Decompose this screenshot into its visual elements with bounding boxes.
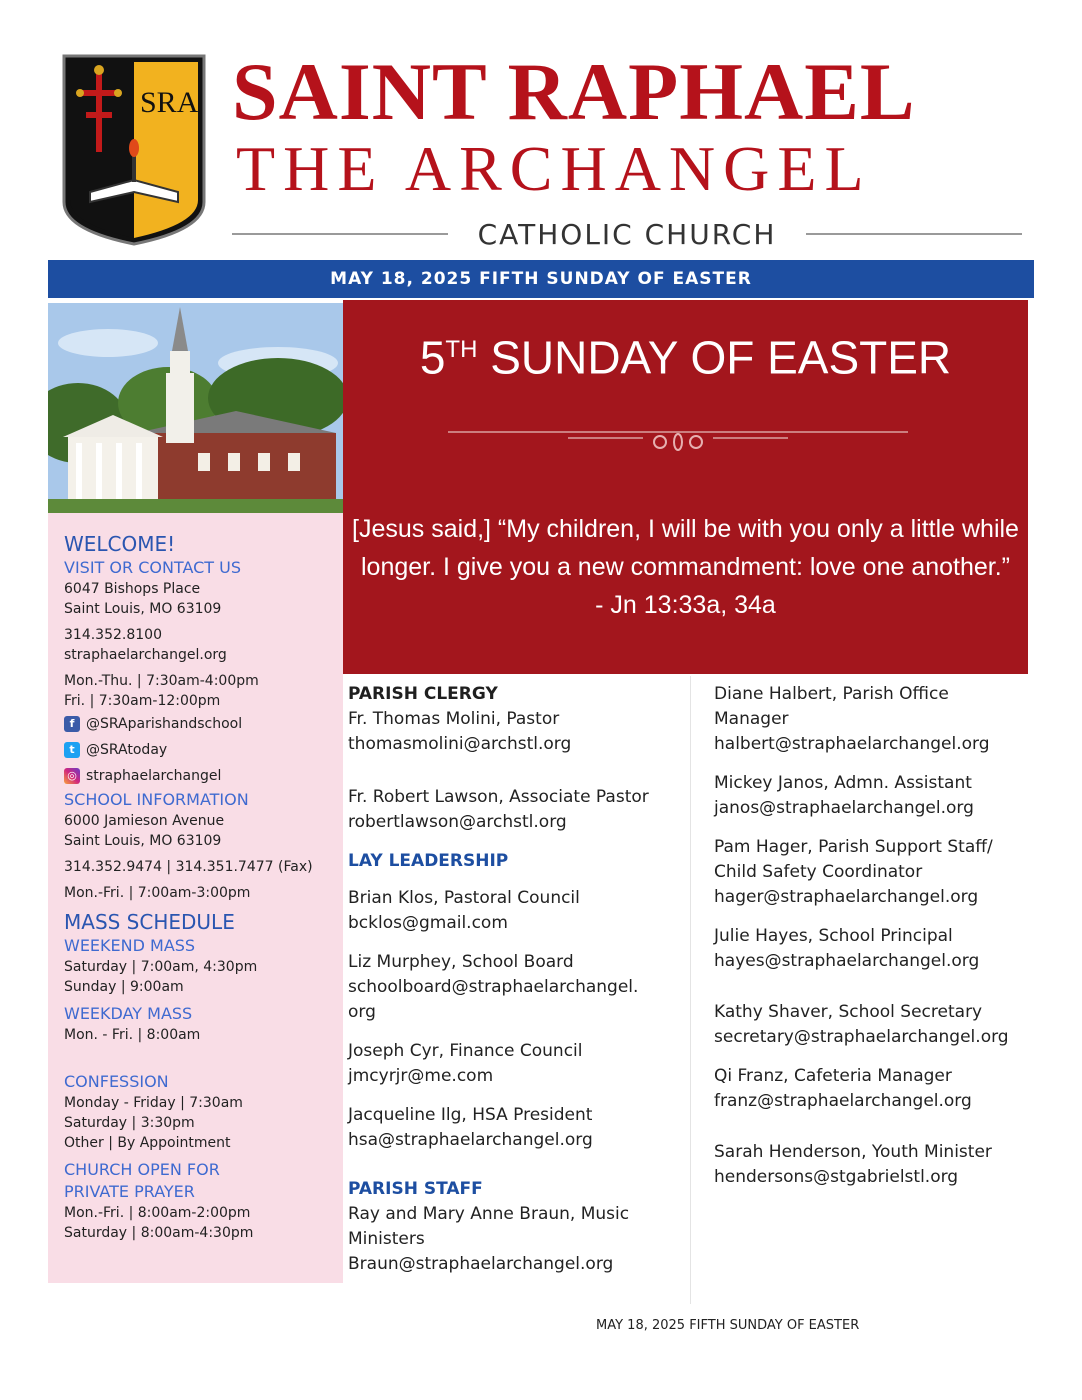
- directory-column-1: [348, 682, 683, 1277]
- weekend-mass-1: Saturday | 7:00am, 4:30pm: [64, 959, 258, 975]
- lay-email[interactable]: schoolboard@straphaelarchangel.: [348, 977, 639, 997]
- weekend-mass-2: Sunday | 9:00am: [64, 979, 184, 995]
- subtitle: CATHOLIC CHURCH: [477, 217, 777, 251]
- instagram-link[interactable]: [64, 763, 334, 789]
- subtitle-row: [232, 214, 1022, 254]
- staff-name: Kathy Shaver, School Secretary: [714, 1002, 983, 1022]
- lay-email[interactable]: hsa@straphaelarchangel.org: [348, 1130, 593, 1150]
- staff-name: Mickey Janos, Admn. Assistant: [714, 773, 972, 793]
- ornament-divider: [448, 418, 908, 458]
- church-photo: [48, 303, 343, 513]
- parish-crest-logo: [60, 52, 208, 248]
- clergy-email[interactable]: thomasmolini@archstl.org: [348, 734, 572, 754]
- school-address-line1: 6000 Jamieson Avenue: [64, 813, 225, 829]
- lay-name: Liz Murphey, School Board: [348, 952, 574, 972]
- confession-2: Saturday | 3:30pm: [64, 1115, 195, 1131]
- sidebar: [48, 513, 343, 1283]
- staff-name: Julie Hayes, School Principal: [714, 926, 953, 946]
- quote-line-2: longer. I give you a new commandment: love one another.”: [361, 553, 1010, 581]
- weekday-mass-heading: WEEKDAY MASS: [64, 1004, 193, 1023]
- instagram-icon: ◎: [64, 768, 80, 784]
- clergy-email[interactable]: robertlawson@archstl.org: [348, 812, 567, 832]
- footer-date: MAY 18, 2025 FIFTH SUNDAY OF EASTER: [596, 1318, 860, 1333]
- school-address-line2: Saint Louis, MO 63109: [64, 833, 222, 849]
- parish-staff-heading: PARISH STAFF: [348, 1179, 483, 1199]
- lay-email[interactable]: bcklos@gmail.com: [348, 913, 508, 933]
- twitter-handle: @SRAtoday: [86, 742, 168, 758]
- confession-1: Monday - Friday | 7:30am: [64, 1095, 243, 1111]
- date-banner: MAY 18, 2025 FIFTH SUNDAY OF EASTER: [48, 260, 1034, 298]
- divider: [806, 233, 1022, 235]
- staff-email[interactable]: secretary@straphaelarchangel.org: [714, 1027, 1009, 1047]
- phone: 314.352.8100: [64, 627, 162, 643]
- feature-heading: [343, 318, 1028, 389]
- crest-monogram: SRA: [140, 86, 199, 119]
- facebook-handle: @SRAparishandschool: [86, 716, 243, 732]
- prayer-hours-1: Mon.-Fri. | 8:00am-2:00pm: [64, 1205, 251, 1221]
- instagram-handle: straphaelarchangel: [86, 768, 222, 784]
- quote-line-1: [Jesus said,] “My children, I will be with you only a little while: [352, 515, 1019, 543]
- website-link[interactable]: straphaelarchangel.org: [64, 647, 227, 663]
- clergy-name: Fr. Robert Lawson, Associate Pastor: [348, 787, 649, 807]
- staff-email[interactable]: Braun@straphaelarchangel.org: [348, 1254, 614, 1274]
- school-hours: Mon.-Fri. | 7:00am-3:00pm: [64, 885, 251, 901]
- lay-leadership-heading: LAY LEADERSHIP: [348, 851, 509, 871]
- staff-email[interactable]: franz@straphaelarchangel.org: [714, 1091, 972, 1111]
- staff-name-continued: Child Safety Coordinator: [714, 862, 923, 882]
- prayer-hours-2: Saturday | 8:00am-4:30pm: [64, 1225, 254, 1241]
- scripture-quote: [343, 510, 1028, 624]
- feature-heading-number: 5: [419, 331, 446, 384]
- staff-email[interactable]: hager@straphaelarchangel.org: [714, 887, 979, 907]
- lay-name: Jacqueline Ilg, HSA President: [348, 1105, 593, 1125]
- office-hours-1: Mon.-Thu. | 7:30am-4:00pm: [64, 673, 259, 689]
- confession-3: Other | By Appointment: [64, 1135, 231, 1151]
- weekend-mass-heading: WEEKEND MASS: [64, 936, 196, 955]
- address-line1: 6047 Bishops Place: [64, 581, 201, 597]
- address-line2: Saint Louis, MO 63109: [64, 601, 222, 617]
- school-phone: 314.352.9474 | 314.351.7477 (Fax): [64, 859, 313, 875]
- lay-name: Brian Klos, Pastoral Council: [348, 888, 580, 908]
- directory-column-2: [714, 682, 1054, 1190]
- school-info-heading: SCHOOL INFORMATION: [64, 790, 249, 809]
- divider: [232, 233, 448, 235]
- private-prayer-heading-2: PRIVATE PRAYER: [64, 1182, 195, 1201]
- lay-name: Joseph Cyr, Finance Council: [348, 1041, 583, 1061]
- column-divider: [690, 676, 691, 1304]
- staff-email[interactable]: hendersons@stgabrielstl.org: [714, 1167, 959, 1187]
- staff-name-continued: Ministers: [348, 1229, 425, 1249]
- clergy-name: Fr. Thomas Molini, Pastor: [348, 709, 560, 729]
- private-prayer-heading-1: CHURCH OPEN FOR: [64, 1160, 220, 1179]
- mass-schedule-heading: MASS SCHEDULE: [64, 910, 235, 934]
- confession-heading: CONFESSION: [64, 1072, 169, 1091]
- staff-name: Sarah Henderson, Youth Minister: [714, 1142, 992, 1162]
- staff-name: Ray and Mary Anne Braun, Music: [348, 1204, 630, 1224]
- feature-heading-suffix: TH: [445, 336, 478, 363]
- facebook-link[interactable]: [64, 711, 334, 737]
- staff-email[interactable]: janos@straphaelarchangel.org: [714, 798, 974, 818]
- lay-email-continued[interactable]: org: [348, 1002, 376, 1022]
- feature-panel: [343, 300, 1028, 674]
- facebook-icon: f: [64, 716, 80, 732]
- twitter-icon: t: [64, 742, 80, 758]
- quote-citation: - Jn 13:33a, 34a: [595, 591, 776, 619]
- staff-email[interactable]: hayes@straphaelarchangel.org: [714, 951, 980, 971]
- staff-name: Pam Hager, Parish Support Staff/: [714, 837, 993, 857]
- page-title: SAINT RAPHAEL: [232, 46, 916, 137]
- page-title-line2: THE ARCHANGEL: [236, 133, 872, 204]
- feature-heading-text: SUNDAY OF EASTER: [477, 331, 952, 384]
- visit-heading: VISIT OR CONTACT US: [64, 558, 242, 577]
- staff-email[interactable]: halbert@straphaelarchangel.org: [714, 734, 990, 754]
- welcome-heading: WELCOME!: [64, 532, 176, 556]
- parish-clergy-heading: PARISH CLERGY: [348, 684, 498, 704]
- lay-email[interactable]: jmcyrjr@me.com: [348, 1066, 494, 1086]
- staff-name-continued: Manager: [714, 709, 789, 729]
- office-hours-2: Fri. | 7:30am-12:00pm: [64, 693, 221, 709]
- staff-name: Qi Franz, Cafeteria Manager: [714, 1066, 952, 1086]
- weekday-mass-1: Mon. - Fri. | 8:00am: [64, 1027, 201, 1043]
- twitter-link[interactable]: [64, 737, 334, 763]
- staff-name: Diane Halbert, Parish Office: [714, 684, 949, 704]
